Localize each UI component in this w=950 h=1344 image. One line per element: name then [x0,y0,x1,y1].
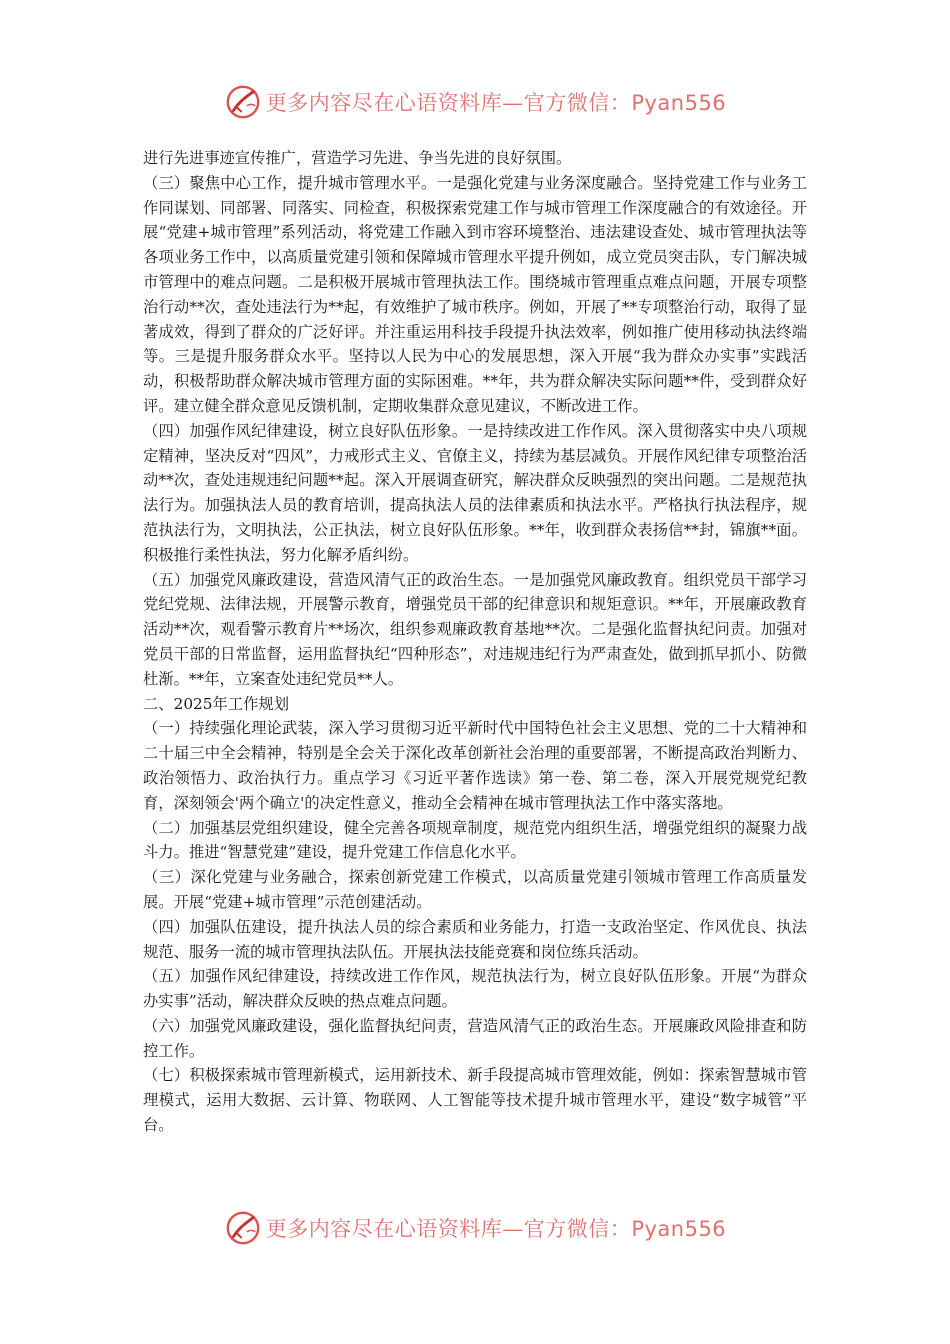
header-watermark [0,80,950,124]
paragraph-section-5: （五）加强党风廉政建设，营造风清气正的政治生态。一是加强党风廉政教育。组织党员干部学习党纪党规、法律法规，开展警示教育，增强党员干部的纪律意识和规矩意识。**年，开展廉政教育活动**次，观看警示教育片**场次，组织参观廉政教育基地**次。二是强化监督执纪问责。加强对党员干部的日常监督，运用监督执纪“四种形态”，对违规违纪行为严肃查处，做到抓早抓小、防微杜渐。**年，立案查处违纪党员**人。 [143,570,807,688]
watermark-text: 更多内容尽在心语资料库—官方微信：Pyan556 [265,91,727,115]
document-body [143,146,807,1138]
watermark-text: 更多内容尽在心语资料库—官方微信：Pyan556 [265,1217,727,1241]
plan-item-6: （六）加强党风廉政建设，强化监督执纪问责，营造风清气正的政治生态。开展廉政风险排查和防控工作。 [143,1016,807,1060]
paragraph-section-3: （三）聚焦中心工作，提升城市管理水平。一是强化党建与业务深度融合。坚持党建工作与业务工作同谋划、同部署、同落实、同检查，积极探索党建工作与城市管理工作深度融合的有效途径。开展“党建+城市管理”系列活动，将党建工作融入到市容环境整治、违法建设查处、城市管理执法等各项业务工作中，以高质量党建引领和保障城市管理水平提升例如，成立党员突击队，专门解决城市管理中的难点问题。二是积极开展城市管理执法工作。围绕城市管理重点难点问题，开展专项整治行动**次，查处违法行为**起，有效维护了城市秩序。例如，开展了**专项整治行动，取得了显著成效，得到了群众的广泛好评。并注重运用科技手段提升执法效率，例如推广使用移动执法终端等。三是提升服务群众水平。坚持以人民为中心的发展思想，深入开展“我为群众办实事”实践活动，积极帮助群众解决城市管理方面的实际困难。**年，共为群众解决实际问题**件，受到群众好评。建立健全群众意见反馈机制，定期收集群众意见建议，不断改进工作。 [143,173,807,415]
footer-watermark [0,1206,950,1250]
plan-item-5: （五）加强作风纪律建设，持续改进工作作风，规范执法行为，树立良好队伍形象。开展“为群众办实事”活动，解决群众反映的热点难点问题。 [143,967,807,1011]
paragraph-section-4: （四）加强作风纪律建设，树立良好队伍形象。一是持续改进工作作风。深入贯彻落实中央八项规定精神，坚决反对“四风”，力戒形式主义、官僚主义，持续为基层减负。开展作风纪律专项整治活动**次，查处违规违纪问题**起。深入开展调查研究，解决群众反映强烈的突出问题。二是规范执法行为。加强执法人员的教育培训，提高执法人员的法律素质和执法水平。严格执行执法程序，规范执法行为，文明执法，公正执法，树立良好队伍形象。**年，收到群众表扬信**封，锦旗**面。积极推行柔性执法，努力化解矛盾纠纷。 [143,421,807,564]
paragraph-carryover: 进行先进事迹宣传推广，营造学习先进、争当先进的良好氛围。 [143,149,572,167]
plan-item-2: （二）加强基层党组织建设，健全完善各项规章制度，规范党内组织生活，增强党组织的凝聚力战斗力。推进“智慧党建”建设，提升党建工作信息化水平。 [143,818,807,862]
writing-hand-logo-icon [224,1209,262,1247]
plan-item-1: （一）持续强化理论武装，深入学习贯彻习近平新时代中国特色社会主义思想、党的二十大精神和二十届三中全会精神，特别是全会关于深化改革创新社会治理的重要部署，不断提高政治判断力、政治领悟力、政治执行力。重点学习《习近平著作选读》第一卷、第二卷，深入开展党规党纪教育，深刻领会'两个确立'的决定性意义，推动全会精神在城市管理执法工作中落实落地。 [143,719,807,812]
plan-item-7: （七）积极探索城市管理新模式，运用新技术、新手段提高城市管理效能，例如：探索智慧城市管理模式，运用大数据、云计算、物联网、人工智能等技术提升城市管理水平，建设“数字城管”平台。 [143,1066,807,1135]
section-heading-2025-plan: 二、2025年工作规划 [143,694,290,713]
plan-item-3: （三）深化党建与业务融合，探索创新党建工作模式，以高质量党建引领城市管理工作高质量发展。开展“党建+城市管理”示范创建活动。 [143,868,807,911]
plan-item-4: （四）加强队伍建设，提升执法人员的综合素质和业务能力，打造一支政治坚定、作风优良、执法规范、服务一流的城市管理执法队伍。开展执法技能竞赛和岗位练兵活动。 [143,917,807,961]
writing-hand-logo-icon [224,83,262,121]
